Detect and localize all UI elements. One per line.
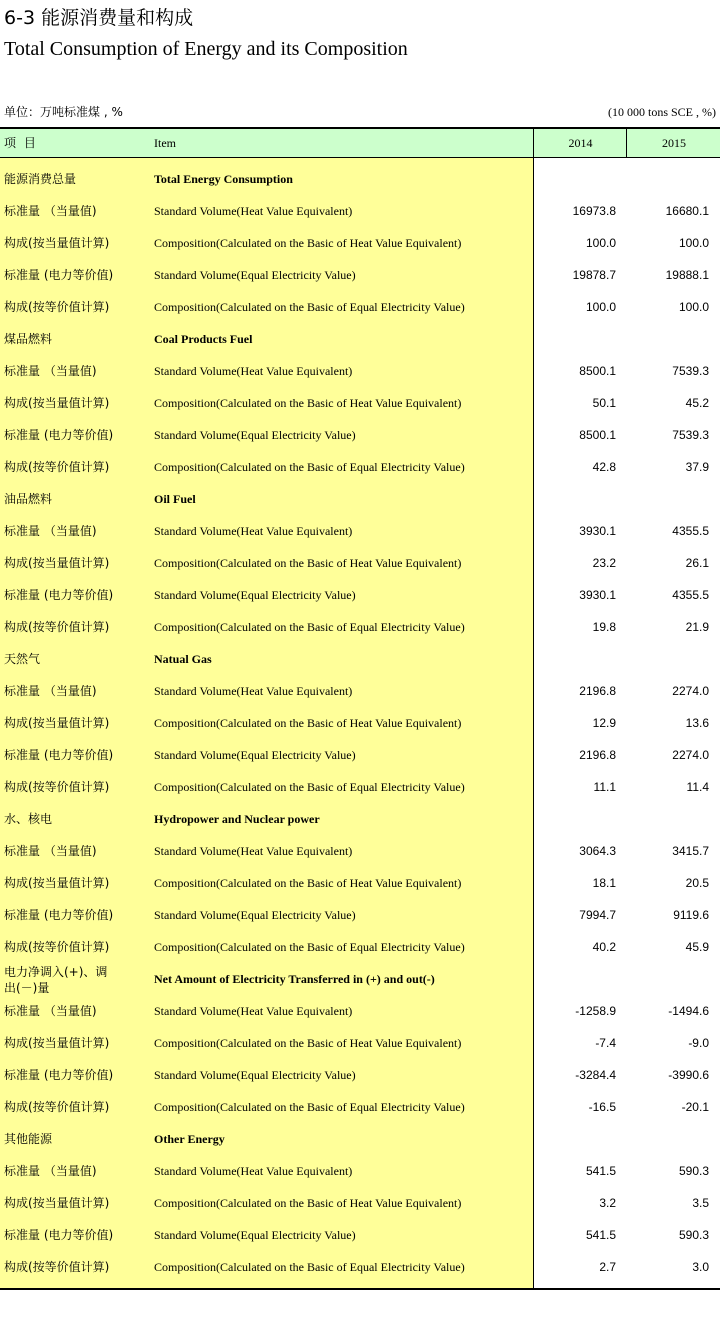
row-label-chinese: 标准量 (电力等价值) [4, 268, 114, 282]
row-label-chinese: 其他能源 [4, 1132, 53, 1146]
value-2014: 100.0 [585, 236, 616, 250]
value-2014: 2.7 [599, 1260, 616, 1274]
row-label-chinese: 油品燃料 [4, 492, 53, 506]
table-row [0, 516, 720, 548]
table-row [0, 1060, 720, 1092]
row-label-chinese: 电力净调入(+)、调出(－)量 [4, 965, 108, 995]
row-label-chinese: 标准量 (电力等价值) [4, 908, 114, 922]
value-2015: 100.0 [678, 300, 709, 314]
energy-table [0, 127, 720, 1290]
row-label-english: Other Energy [154, 1132, 225, 1146]
row-label-chinese: 标准量 （当量值) [4, 1164, 97, 1178]
row-label-english: Composition(Calculated on the Basic of Equal Electricity Value) [154, 300, 465, 314]
value-2014: 541.5 [585, 1228, 616, 1242]
row-label-english: Oil Fuel [154, 492, 196, 506]
table-row [0, 868, 720, 900]
value-2014: 7994.7 [579, 908, 616, 922]
row-label-english: Standard Volume(Heat Value Equivalent) [154, 204, 353, 218]
table-row [0, 836, 720, 868]
value-2014: -7.4 [595, 1036, 616, 1050]
value-2015: 37.9 [685, 460, 709, 474]
row-label-english: Total Energy Consumption [154, 172, 293, 186]
value-2015: 2274.0 [672, 684, 709, 698]
value-2015: -20.1 [681, 1100, 709, 1114]
row-label-chinese: 构成(按等价值计算) [4, 940, 110, 954]
table-row [0, 196, 720, 228]
row-label-chinese: 构成(按当量值计算) [4, 716, 110, 730]
table-row [0, 612, 720, 644]
table-row [0, 740, 720, 772]
header-year-2014: 2014 [533, 129, 627, 157]
value-2015: -3990.6 [668, 1068, 709, 1082]
row-label-english: Standard Volume(Heat Value Equivalent) [154, 844, 353, 858]
row-label-english: Coal Products Fuel [154, 332, 253, 346]
row-label-chinese: 标准量 (电力等价值) [4, 1068, 114, 1082]
value-2014: 8500.1 [579, 364, 616, 378]
category-row [0, 964, 720, 996]
table-row [0, 772, 720, 804]
value-2015: 7539.3 [672, 428, 709, 442]
row-label-chinese: 构成(按当量值计算) [4, 876, 110, 890]
row-label-english: Standard Volume(Heat Value Equivalent) [154, 1164, 353, 1178]
value-2014: 3930.1 [579, 524, 616, 538]
table-row [0, 676, 720, 708]
row-label-chinese: 构成(按等价值计算) [4, 1100, 110, 1114]
title-english: Total Consumption of Energy and its Composition [4, 38, 408, 60]
row-label-english: Composition(Calculated on the Basic of Heat Value Equivalent) [154, 876, 462, 890]
row-label-chinese: 构成(按等价值计算) [4, 300, 110, 314]
row-label-chinese: 构成(按当量值计算) [4, 1036, 110, 1050]
row-label-english: Composition(Calculated on the Basic of Equal Electricity Value) [154, 1260, 465, 1274]
table-row [0, 1188, 720, 1220]
value-2015: 3415.7 [672, 844, 709, 858]
row-label-english: Composition(Calculated on the Basic of Equal Electricity Value) [154, 940, 465, 954]
category-row [0, 324, 720, 356]
category-row [0, 644, 720, 676]
row-label-chinese: 标准量 （当量值) [4, 364, 97, 378]
row-label-english: Standard Volume(Equal Electricity Value) [154, 1068, 356, 1082]
row-label-chinese: 标准量 (电力等价值) [4, 748, 114, 762]
title-chinese: 6-3 能源消费量和构成 [4, 7, 194, 29]
value-2014: 18.1 [592, 876, 616, 890]
table-row [0, 900, 720, 932]
row-label-chinese: 构成(按当量值计算) [4, 556, 110, 570]
value-2015: 11.4 [686, 780, 709, 794]
value-2014: 19.8 [592, 620, 616, 634]
value-2015: 45.9 [685, 940, 709, 954]
row-label-chinese: 天然气 [4, 652, 41, 666]
row-label-chinese: 构成(按当量值计算) [4, 1196, 110, 1210]
value-2015: 3.0 [692, 1260, 709, 1274]
row-label-chinese: 标准量 (电力等价值) [4, 428, 114, 442]
value-2014: -16.5 [588, 1100, 616, 1114]
row-label-english: Standard Volume(Heat Value Equivalent) [154, 684, 353, 698]
unit-label-chinese: 单位：万吨标准煤 , % [4, 105, 123, 119]
row-label-english: Composition(Calculated on the Basic of Heat Value Equivalent) [154, 716, 462, 730]
row-label-chinese: 构成(按等价值计算) [4, 1260, 110, 1274]
table-row [0, 452, 720, 484]
row-label-english: Standard Volume(Equal Electricity Value) [154, 428, 356, 442]
value-2015: 19888.1 [665, 268, 709, 282]
table-row [0, 548, 720, 580]
row-label-english: Standard Volume(Equal Electricity Value) [154, 748, 356, 762]
table-header [0, 129, 720, 158]
row-label-english: Standard Volume(Equal Electricity Value) [154, 268, 356, 282]
unit-label-english: (10 000 tons SCE , %) [608, 105, 716, 119]
value-2014: 3.2 [599, 1196, 616, 1210]
value-2015: 9119.6 [673, 908, 709, 922]
header-year-2015: 2015 [626, 129, 720, 157]
row-label-chinese: 构成(按等价值计算) [4, 460, 110, 474]
table-row [0, 1092, 720, 1124]
table-row [0, 292, 720, 324]
value-2015: 3.5 [692, 1196, 709, 1210]
value-2015: 7539.3 [672, 364, 709, 378]
row-label-chinese: 标准量 （当量值) [4, 844, 97, 858]
table-row [0, 580, 720, 612]
row-label-english: Composition(Calculated on the Basic of Heat Value Equivalent) [154, 1036, 462, 1050]
row-label-english: Standard Volume(Heat Value Equivalent) [154, 524, 353, 538]
row-label-chinese: 标准量 （当量值) [4, 524, 97, 538]
value-2015: 2274.0 [672, 748, 709, 762]
row-label-chinese: 标准量 （当量值) [4, 684, 97, 698]
value-2014: 2196.8 [579, 748, 616, 762]
row-label-english: Standard Volume(Heat Value Equivalent) [154, 1004, 353, 1018]
value-2015: 590.3 [678, 1164, 709, 1178]
row-label-chinese: 标准量 （当量值) [4, 204, 97, 218]
table-row [0, 260, 720, 292]
table-row [0, 1028, 720, 1060]
row-label-english: Hydropower and Nuclear power [154, 812, 320, 826]
row-label-chinese: 构成(按等价值计算) [4, 780, 110, 794]
value-2014: 3930.1 [579, 588, 616, 602]
value-2014: 2196.8 [579, 684, 616, 698]
value-2014: -1258.9 [575, 1004, 616, 1018]
row-label-english: Composition(Calculated on the Basic of Equal Electricity Value) [154, 460, 465, 474]
row-label-english: Composition(Calculated on the Basic of Heat Value Equivalent) [154, 1196, 462, 1210]
row-label-chinese: 煤品燃料 [4, 332, 53, 346]
row-label-english: Natual Gas [154, 652, 212, 666]
value-2014: 50.1 [592, 396, 616, 410]
row-label-english: Composition(Calculated on the Basic of Equal Electricity Value) [154, 780, 465, 794]
row-label-english: Composition(Calculated on the Basic of Heat Value Equivalent) [154, 236, 462, 250]
row-label-english: Composition(Calculated on the Basic of Heat Value Equivalent) [154, 396, 462, 410]
row-label-chinese: 标准量 (电力等价值) [4, 588, 114, 602]
value-2015: -1494.6 [668, 1004, 709, 1018]
value-2015: 21.9 [685, 620, 709, 634]
value-2014: 100.0 [585, 300, 616, 314]
header-item-chinese: 项 目 [4, 136, 38, 150]
value-2015: 16680.1 [665, 204, 709, 218]
table-row [0, 356, 720, 388]
row-label-english: Standard Volume(Equal Electricity Value) [154, 588, 356, 602]
value-2015: 100.0 [678, 236, 709, 250]
value-2015: 4355.5 [672, 588, 709, 602]
category-row [0, 804, 720, 836]
table-row [0, 1252, 720, 1284]
value-2014: 16973.8 [572, 204, 616, 218]
row-label-english: Standard Volume(Equal Electricity Value) [154, 908, 356, 922]
table-rows [0, 158, 720, 1284]
row-label-english: Standard Volume(Heat Value Equivalent) [154, 364, 353, 378]
value-2014: 3064.3 [579, 844, 616, 858]
value-2014: 12.9 [592, 716, 616, 730]
value-2014: 8500.1 [579, 428, 616, 442]
table-row [0, 996, 720, 1028]
row-label-chinese: 构成(按当量值计算) [4, 236, 110, 250]
value-2015: 590.3 [678, 1228, 709, 1242]
row-label-english: Standard Volume(Equal Electricity Value) [154, 1228, 356, 1242]
row-label-chinese: 构成(按等价值计算) [4, 620, 110, 634]
row-label-chinese: 标准量 （当量值) [4, 1004, 97, 1018]
value-2015: 20.5 [685, 876, 709, 890]
table-body [0, 158, 720, 1288]
header-item-english: Item [154, 136, 176, 150]
value-2014: 23.2 [592, 556, 616, 570]
row-label-english: Composition(Calculated on the Basic of Heat Value Equivalent) [154, 556, 462, 570]
row-label-chinese: 能源消费总量 [4, 172, 77, 186]
value-2014: 19878.7 [572, 268, 616, 282]
value-2014: -3284.4 [575, 1068, 616, 1082]
value-2015: 45.2 [685, 396, 709, 410]
category-row [0, 1124, 720, 1156]
table-row [0, 420, 720, 452]
table-row [0, 228, 720, 260]
table-row [0, 388, 720, 420]
value-2015: 26.1 [685, 556, 709, 570]
category-row [0, 484, 720, 516]
value-2014: 42.8 [592, 460, 616, 474]
value-2014: 11.1 [593, 780, 616, 794]
row-label-english: Composition(Calculated on the Basic of Equal Electricity Value) [154, 1100, 465, 1114]
row-label-english: Composition(Calculated on the Basic of Equal Electricity Value) [154, 620, 465, 634]
table-row [0, 1156, 720, 1188]
value-2015: 4355.5 [672, 524, 709, 538]
table-row [0, 932, 720, 964]
category-row [0, 164, 720, 196]
value-2015: -9.0 [688, 1036, 709, 1050]
row-label-chinese: 构成(按当量值计算) [4, 396, 110, 410]
row-label-chinese: 标准量 (电力等价值) [4, 1228, 114, 1242]
value-2014: 541.5 [585, 1164, 616, 1178]
table-row [0, 1220, 720, 1252]
value-2015: 13.6 [685, 716, 709, 730]
table-row [0, 708, 720, 740]
row-label-english: Net Amount of Electricity Transferred in (+) and out(-) [154, 972, 435, 986]
value-2014: 40.2 [592, 940, 616, 954]
row-label-chinese: 水、核电 [4, 812, 53, 826]
